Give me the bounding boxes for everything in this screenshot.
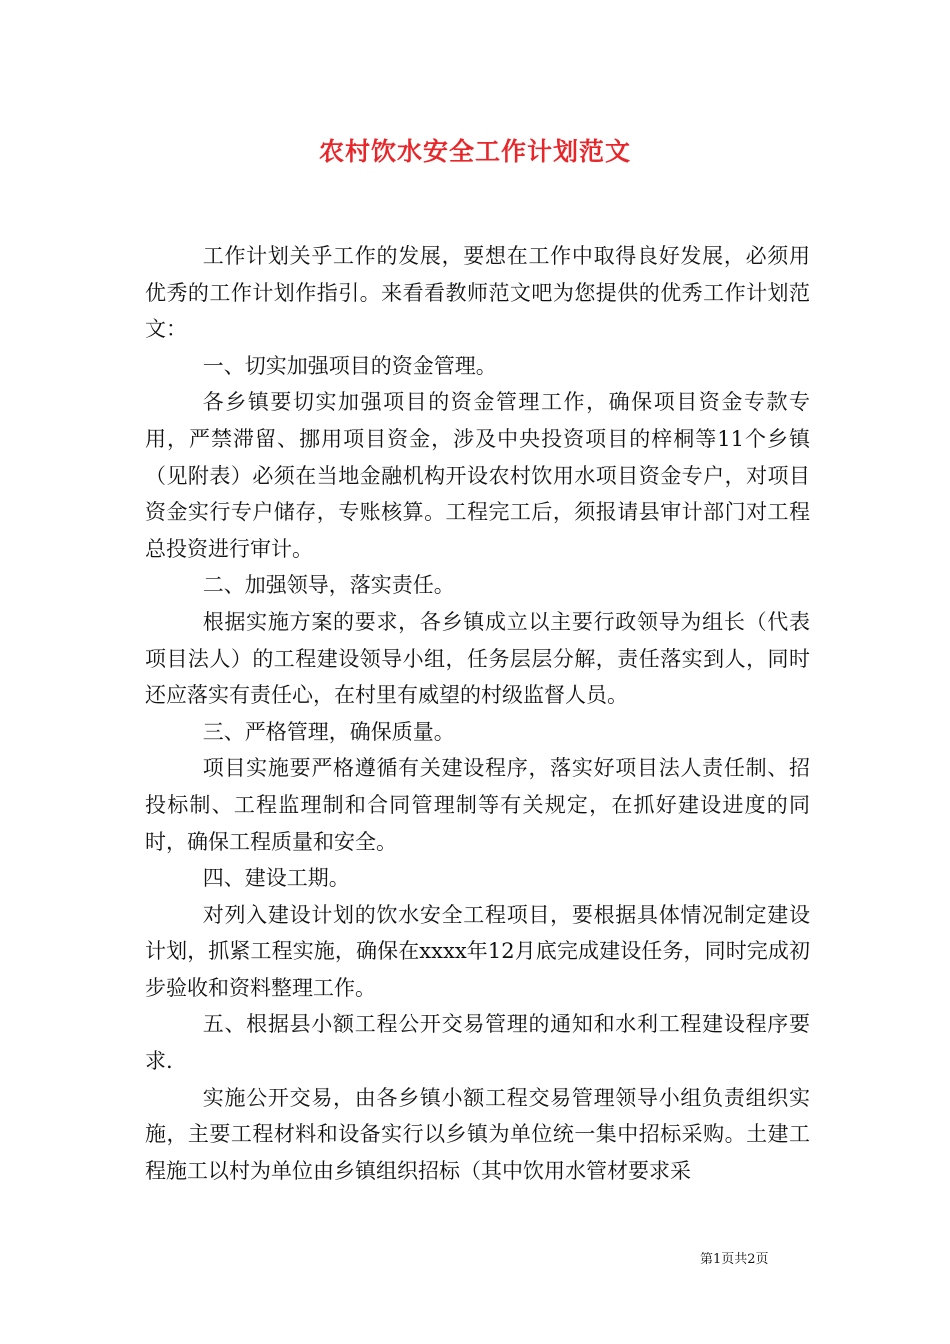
paragraph-intro: 工作计划关乎工作的发展，要想在工作中取得良好发展，必须用优秀的工作计划作指引。来看看教师范文吧为您提供的优秀工作计划范文： — [145, 244, 810, 342]
document-title: 农村饮水安全工作计划范文 — [318, 137, 631, 166]
section-heading-2: 二、加强领导，落实责任。 — [202, 573, 455, 598]
paragraph: 根据实施方案的要求，各乡镇成立以主要行政领导为组长（代表项目法人）的工程建设领导小组，任务层层分解，责任落实到人，同时还应落实有责任心，在村里有威望的村级监督人员。 — [145, 609, 810, 708]
document-body — [145, 238, 810, 1189]
section-heading-3: 三、严格管理，确保质量。 — [202, 719, 455, 744]
paragraph: 对列入建设计划的饮水安全工程项目，要根据具体情况制定建设计划，抓紧工程实施，确保在xxxx年12月底完成建设任务，同时完成初步验收和资料整理工作。 — [145, 902, 810, 1000]
paragraph: 各乡镇要切实加强项目的资金管理工作，确保项目资金专款专用，严禁滞留、挪用项目资金，涉及中央投资项目的梓桐等11个乡镇（见附表）必须在当地金融机构开设农村饮用水项目资金专户，对项目资金实行专户储存，专账核算。工程完工后，须报请县审计部门对工程总投资进行审计。 — [145, 390, 810, 561]
paragraph: 项目实施要严格遵循有关建设程序，落实好项目法人责任制、招投标制、工程监理制和合同管理制等有关规定，在抓好建设进度的同时，确保工程质量和安全。 — [145, 756, 810, 854]
paragraph: 实施公开交易，由各乡镇小额工程交易管理领导小组负责组织实施，主要工程材料和设备实行以乡镇为单位统一集中招标采购。土建工程施工以村为单位由乡镇组织招标（其中饮用水管材要求采 — [145, 1085, 810, 1183]
section-heading-1: 一、切实加强项目的资金管理。 — [202, 353, 497, 378]
section-heading-4: 四、建设工期。 — [202, 866, 350, 891]
section-heading-5: 五、根据县小额工程公开交易管理的通知和水利工程建设程序要求. — [145, 1012, 810, 1074]
page-number: 第1页共2页 — [700, 1252, 769, 1267]
